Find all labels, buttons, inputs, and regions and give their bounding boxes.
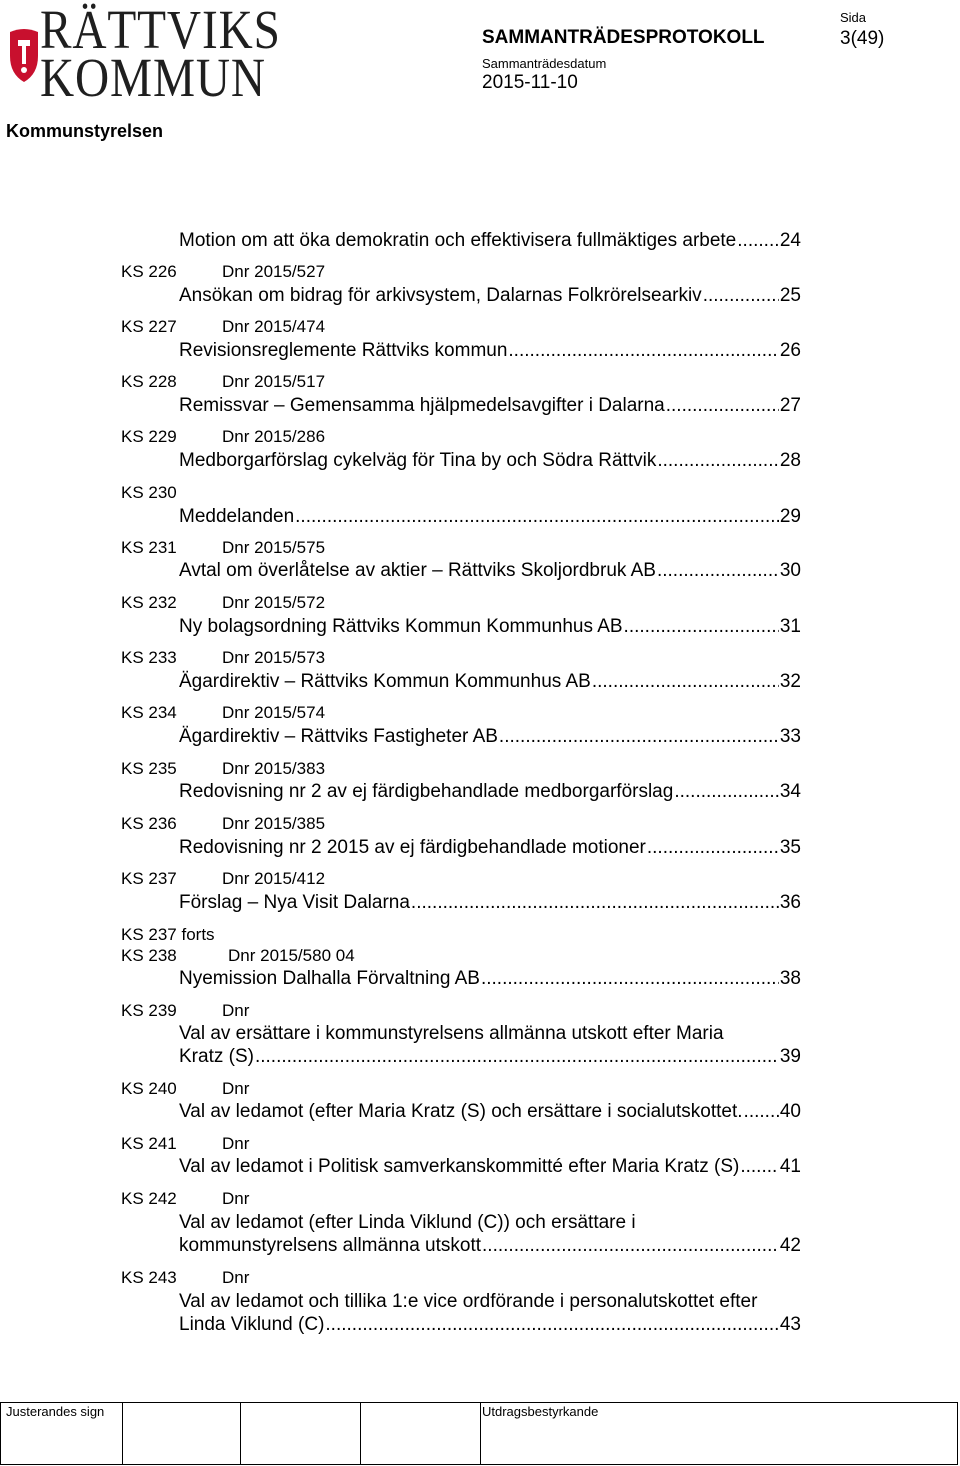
toc-entry-title: Kratz (S) [179, 1046, 254, 1067]
toc-entry[interactable] [179, 1045, 801, 1068]
footer-bottom-rule [0, 1464, 958, 1465]
dot-leader [737, 229, 779, 252]
dot-leader [482, 1234, 779, 1257]
toc-case-number [121, 1189, 250, 1209]
diary-number: Dnr [222, 1001, 250, 1020]
sign-label: Justerandes sign [6, 1404, 105, 1419]
case-id: KS 227 [121, 317, 177, 336]
dot-leader [624, 615, 779, 638]
toc-page-number: 39 [779, 1046, 801, 1067]
date-label: Sammanträdesdatum [482, 56, 607, 71]
toc-entry-title: Linda Viklund (C) [179, 1314, 325, 1335]
toc-page-number: 42 [779, 1235, 801, 1256]
toc-entry-title: Ägardirektiv – Rättviks Fastigheter AB [179, 726, 498, 747]
diary-number: Dnr [222, 1189, 250, 1208]
toc-case-number [121, 538, 326, 558]
toc-entry-title: Ny bolagsordning Rättviks Kommun Kommunhus AB [179, 616, 623, 637]
footer-divider [360, 1403, 361, 1465]
toc-page-number: 24 [779, 230, 801, 251]
diary-number: Dnr 2015/474 [222, 317, 326, 336]
toc-case-number [121, 869, 326, 889]
case-id: KS 234 [121, 703, 177, 722]
dot-leader [499, 725, 779, 748]
toc-page-number: 40 [779, 1101, 801, 1122]
case-id: KS 240 [121, 1079, 177, 1098]
toc-entry[interactable] [179, 559, 801, 582]
footer-divider [122, 1403, 123, 1465]
toc-entry-title: Val av ledamot och tillika 1:e vice ordförande i personalutskottet efter [179, 1291, 758, 1312]
page-label: Sida [840, 10, 867, 25]
toc-case-number [121, 1001, 250, 1021]
toc-page-number: 31 [779, 616, 801, 637]
toc-entry-title: Meddelanden [179, 506, 295, 527]
toc-entry-title: Redovisning nr 2 av ej färdigbehandlade medborgarförslag [179, 781, 674, 802]
toc-entry-title: Ägardirektiv – Rättviks Kommun Kommunhus AB [179, 671, 591, 692]
toc-page-number: 29 [779, 506, 801, 527]
toc-entry-title: Förslag – Nya Visit Dalarna [179, 892, 410, 913]
toc-entry-title: kommunstyrelsens allmänna utskott [179, 1235, 482, 1256]
case-id: KS 232 [121, 593, 177, 612]
toc-page-number: 36 [779, 892, 801, 913]
case-id: KS 235 [121, 759, 177, 778]
dot-leader [666, 394, 779, 417]
toc-page-number: 28 [779, 450, 801, 471]
diary-number: Dnr 2015/517 [222, 372, 326, 391]
case-id: KS 229 [121, 427, 177, 446]
toc-entry[interactable] [179, 1100, 801, 1123]
case-id: KS 228 [121, 372, 177, 391]
toc-entry[interactable] [179, 670, 801, 693]
toc-entry-title: Ansökan om bidrag för arkivsystem, Dalarnas Folkrörelsearkiv [179, 285, 702, 306]
dot-leader [295, 505, 779, 528]
dot-leader [657, 449, 779, 472]
diary-number: Dnr 2015/412 [222, 869, 326, 888]
toc-entry-title: Redovisning nr 2 2015 av ej färdigbehandlade motioner [179, 837, 646, 858]
toc-entry[interactable] [179, 229, 801, 252]
diary-number: Dnr 2015/527 [222, 262, 326, 281]
footer-divider [240, 1403, 241, 1465]
dot-leader [703, 284, 779, 307]
toc-page-number: 30 [779, 560, 801, 581]
toc-entry[interactable] [179, 284, 801, 307]
toc-entry[interactable] [179, 1022, 801, 1045]
footer-divider [480, 1403, 481, 1465]
dot-leader [647, 836, 779, 859]
footer [0, 1398, 960, 1466]
case-id: KS 241 [121, 1134, 177, 1153]
toc-case-number [121, 372, 326, 392]
toc-entry[interactable] [179, 1155, 801, 1178]
toc-entry-title: Val av ledamot (efter Linda Viklund (C)) och ersättare i [179, 1212, 636, 1233]
dot-leader [411, 891, 779, 914]
diary-number: Dnr 2015/383 [222, 759, 326, 778]
toc-case-number [121, 946, 355, 966]
toc-case-number [121, 1268, 250, 1288]
toc-entry[interactable] [179, 1211, 801, 1234]
dot-leader [592, 670, 779, 693]
municipality-logo [6, 0, 281, 108]
coat-of-arms-icon [6, 26, 42, 86]
diary-number: Dnr 2015/572 [222, 593, 326, 612]
diary-number: Dnr [222, 1268, 250, 1287]
toc-page-number: 43 [779, 1314, 801, 1335]
case-id: KS 237 [121, 869, 177, 888]
toc-case-number [121, 1079, 250, 1099]
case-id: KS 239 [121, 1001, 177, 1020]
diary-number: Dnr 2015/385 [222, 814, 326, 833]
diary-number: Dnr 2015/574 [222, 703, 326, 722]
logo-line-1: RÄTTVIKS [40, 0, 281, 60]
case-id: KS 226 [121, 262, 177, 281]
toc-case-number [121, 317, 326, 337]
toc-entry[interactable] [179, 505, 801, 528]
toc-page-number: 35 [779, 837, 801, 858]
toc-case-number [121, 483, 177, 503]
case-id: KS 236 [121, 814, 177, 833]
toc-case-number [121, 262, 326, 282]
dot-leader [508, 339, 778, 362]
diary-number: Dnr 2015/575 [222, 538, 326, 557]
toc-entry-title: Revisionsreglemente Rättviks kommun [179, 340, 508, 361]
toc-page-number: 34 [779, 781, 801, 802]
diary-number: Dnr [222, 1079, 250, 1098]
toc-entry-title: Val av ledamot i Politisk samverkanskommitté efter Maria Kratz (S) [179, 1156, 740, 1177]
toc-entry-title: Val av ersättare i kommunstyrelsens allmänna utskott efter Maria [179, 1023, 724, 1044]
toc-case-number [121, 759, 326, 779]
dot-leader [325, 1313, 778, 1336]
toc-case-number [121, 925, 215, 945]
toc-page-number: 38 [779, 968, 801, 989]
extract-label: Utdragsbestyrkande [482, 1404, 599, 1419]
toc-page-number: 33 [779, 726, 801, 747]
footer-divider [957, 1403, 958, 1465]
toc-page-number: 41 [779, 1156, 801, 1177]
case-id: KS 237 forts [121, 925, 215, 944]
dot-leader [657, 559, 779, 582]
case-id: KS 231 [121, 538, 177, 557]
page-number: 3(49) [840, 28, 885, 49]
unit-name: Kommunstyrelsen [6, 121, 164, 141]
case-id: KS 233 [121, 648, 177, 667]
toc-entry-title: Avtal om överlåtelse av aktier – Rättviks Skoljordbruk AB [179, 560, 656, 581]
footer-divider [0, 1403, 1, 1465]
toc-case-number [121, 703, 326, 723]
dot-leader [255, 1045, 779, 1068]
diary-number: Dnr 2015/573 [222, 648, 326, 667]
diary-number: Dnr 2015/286 [222, 427, 326, 446]
toc-case-number [121, 593, 326, 613]
toc-case-number [121, 427, 326, 447]
toc-page-number: 32 [779, 671, 801, 692]
diary-number: Dnr [222, 1134, 250, 1153]
toc-entry[interactable] [179, 1290, 801, 1313]
toc-case-number [121, 814, 326, 834]
toc-entry-title: Nyemission Dalhalla Förvaltning AB [179, 968, 480, 989]
toc-entry[interactable] [179, 339, 801, 362]
toc-entry[interactable] [179, 725, 801, 748]
toc-case-number [121, 1134, 250, 1154]
diary-number: Dnr 2015/580 04 [228, 946, 355, 965]
case-id: KS 230 [121, 483, 177, 502]
dot-leader [744, 1100, 779, 1123]
toc-page-number: 25 [779, 285, 801, 306]
toc-entry[interactable] [179, 449, 801, 472]
dot-leader [740, 1155, 779, 1178]
document-title: SAMMANTRÄDESPROTOKOLL [482, 27, 765, 48]
toc-entry[interactable] [179, 967, 801, 990]
dot-leader [674, 780, 779, 803]
toc-entry-title: Remissvar – Gemensamma hjälpmedelsavgifter i Dalarna [179, 395, 665, 416]
toc-case-number [121, 648, 326, 668]
toc-page-number: 26 [779, 340, 801, 361]
meeting-date: 2015-11-10 [482, 72, 578, 93]
toc-entry[interactable] [179, 615, 801, 638]
footer-top-rule [0, 1402, 958, 1403]
case-id: KS 242 [121, 1189, 177, 1208]
toc-entry[interactable] [179, 891, 801, 914]
toc-entry-title: Medborgarförslag cykelväg för Tina by och Södra Rättvik [179, 450, 657, 471]
toc-entry[interactable] [179, 836, 801, 859]
toc-entry[interactable] [179, 1313, 801, 1336]
toc-entry[interactable] [179, 780, 801, 803]
toc-entry[interactable] [179, 394, 801, 417]
dot-leader [481, 967, 779, 990]
toc-entry-title: Val av ledamot (efter Maria Kratz (S) och ersättare i socialutskottet. [179, 1101, 743, 1122]
case-id: KS 243 [121, 1268, 177, 1287]
case-id: KS 238 [121, 946, 177, 965]
toc-page-number: 27 [779, 395, 801, 416]
toc-entry-title: Motion om att öka demokratin och effektivisera fullmäktiges arbete [179, 230, 737, 251]
toc-entry[interactable] [179, 1234, 801, 1257]
logo-line-2: KOMMUN [40, 47, 266, 108]
